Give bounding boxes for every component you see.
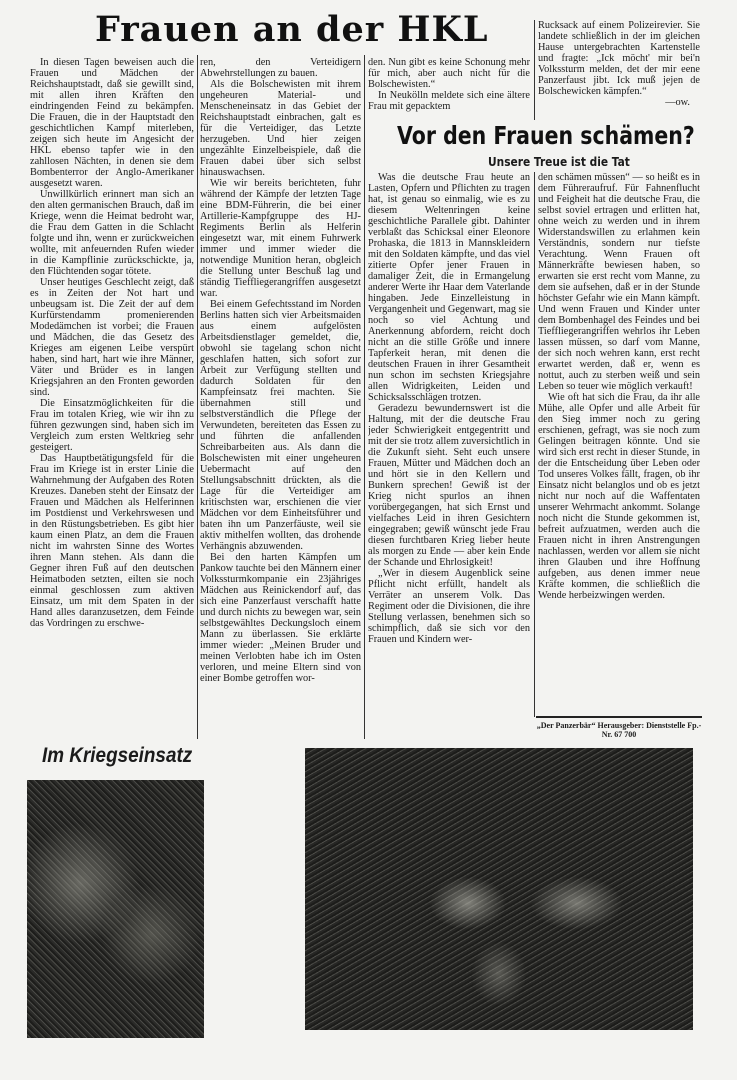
photo-woman-with-panzerfaust (27, 780, 204, 1038)
photo-women-serving-soldiers (305, 748, 693, 1030)
paragraph: In diesen Tagen beweisen auch die Frauen und Mädchen der Reichshauptstadt, daß sie gewillt sind, mit allen ihren Kräften den eindringenden Feind zu bekämpfen. Die Frauen, die in der Hauptstadt den geschichtlichen Kampf miterleben, zeigen sich heute im Angesicht der HKL ebenso tapfer wie in den zahllosen Nächten, in denen sie dem Bombenterror der Anglo-Amerikaner ausgesetzt waren. (30, 57, 194, 189)
paragraph: Unser heutiges Geschlecht zeigt, daß es in Zeiten der Not hart und unbeugsam ist. Die Zeit der auf dem Kurfürstendamm promenierenden Modedämchen ist vorbei; die Frauen und Mädchen, die das Gesetz des Krieges am eigenen Leibe verspürt haben, sind hart, hart wie ihre Männer, Väter und Brüder es in langen Kriegsjahren an den Fronten geworden sind. (30, 277, 194, 398)
article2-subheadline: Unsere Treue ist die Tat (488, 154, 630, 169)
paragraph: den. Nun gibt es keine Schonung mehr für mich, aber auch nicht für die Bolschewisten.“ (368, 57, 530, 90)
article1-column-4 (538, 20, 700, 120)
article1-column-1 (30, 57, 194, 741)
article2-column-2 (538, 172, 700, 714)
paragraph: den schämen müssen“ — so heißt es in dem Führeraufruf. Für Fahnenflucht und Feigheit hat die deutsche Frau, die selbst soviel ertragen und erlitten hat, ohne weich zu werden und in ihrem Widerstandswillen zu erlahmen kein Verständnis, sondern nur tiefste Verachtung. Wenn Frauen oft Männerkräfte bewiesen haben, so erwarten sie erst recht vom Manne, zu dem sie aufsehen, daß er in der Stunde höchster Gefahr wie ein Mann kämpft. Und wenn Frauen und Kinder unter dem Bombenhagel des Feindes und bei Tieffliegerangriffen wehrlos ihr Leben lassen müssen, so darf vom Manne, der sich noch wehren kann, erst recht erwartet werden, daß er, wenn es nottut, auch zu sterben weiß und sein Leben so teuer wie möglich verkauft! (538, 172, 700, 392)
paragraph: „Wer in diesem Augenblick seine Pflicht nicht erfüllt, handelt als Verräter an unserem Volk. Das Regiment oder die Divisionen, die ihre Stellung verlassen, benehmen sich so schimpflich, daß sie sich vor den Frauen und Kindern wer- (368, 568, 530, 645)
imprint: „Der Panzerbär“ Herausgeber: Dienststelle Fp.-Nr. 67 700 (536, 721, 702, 739)
column-divider (197, 55, 198, 739)
article2-column-1 (368, 172, 530, 732)
article1-column-3 (368, 57, 530, 117)
paragraph: Geradezu bewundernswert ist die Haltung, mit der die deutsche Frau jeder Schwierigkeit entgegentritt und mit der sie trotz allem zuversichtlich in die Zukunft sieht. Seht euch unsere Frauen, Mütter und Mädchen doch an und hört sie in den Kellern und Bunkern sprechen! Gewiß ist der Krieg nicht spurlos an ihnen vorübergegangen, hat sich Ernst und vielfaches Leid in ihren Gesichtern eingegraben; gewiß wünscht jede Frau diesen furchtbaren Krieg lieber heute als morgen zu Ende — aber kein Ende der Schande und Ehrlosigkeit! (368, 403, 530, 568)
article1-column-2 (200, 57, 361, 741)
paragraph: Bei den harten Kämpfen um Pankow tauchte bei den Männern einer Volkssturmkompanie ein 23jähriges Mädchen aus Reinickendorf auf, das sich eine Panzerfaust verschafft hatte und durch nichts zu bewegen war, sein selbstgewähltes Deckungsloch einem Mann zu überlassen. Sie erklärte immer wieder: „Meinen Bruder und meinen Verlobten habe ich im Osten verloren, und meine Eltern sind von einer Bombe getroffen wor- (200, 552, 361, 684)
column-divider (534, 172, 535, 717)
paragraph: Als die Bolschewisten mit ihrem ungeheuren Material- und Menscheneinsatz in das Gebiet der Reichshauptstadt einbrachen, galt es für die Verteidiger, das Letzte herzugeben. Und hier zeigen ungezählte Einzelbeispiele, daß die Frauen dabei über sich selbst hinauswachsen. (200, 79, 361, 178)
column-divider (534, 20, 535, 120)
author-signature: —ow. (665, 97, 690, 108)
imprint-divider (536, 716, 702, 718)
paragraph: Wie oft hat sich die Frau, da ihr alle Mühe, alle Opfer und alle Arbeit für den Sieg immer noch zu gering erschienen, gefragt, was sie noch zum Gelingen beitragen könnte. Und sie wird sich erst recht in dieser Stunde, in der die Entscheidung über Leben oder Tod unseres Volkes fällt, fragen, ob ihr Einsatz nicht belanglos und ob es jetzt nicht nur noch auf die Waffentaten unserer Wehrmacht ankommt. Solange noch nicht die Stunde gekommen ist, befreit aufzuatmen, werden auch die Frauen nicht in ihren Anstrengungen nachlassen, werden vor allem sie nicht ihren Glauben und ihre Hoffnung aufgeben, aus denen immer neue Kräfte kommen, die schließlich die Wende herbeizwingen werden. (538, 392, 700, 601)
paragraph: Wie wir bereits berichteten, fuhr während der Kämpfe der letzten Tage eine BDM-Führerin, die bei einer Artillerie-Kampfgruppe des HJ-Regiments Berlin als Helferin eingesetzt war, mit einem Fuhrwerk immer und immer wieder die notwendige Munition heran, obgleich die Stellung unter Beschuß lag und ständig Tieffliegerangriffen ausgesetzt war. (200, 178, 361, 299)
paragraph: In Neukölln meldete sich eine ältere Frau mit gepacktem (368, 90, 530, 112)
paragraph: Die Einsatzmöglichkeiten für die Frau im totalen Krieg, wie wir ihn zu führen gezwungen sind, haben sich im Vergleich zum ersten Weltkrieg sehr gesteigert. (30, 398, 194, 453)
paragraph: Unwillkürlich erinnert man sich an den alten germanischen Brauch, daß im Kriege, wenn die Heimat bedroht war, die Frau dem Gatten in die Schlacht folgte und ihn, wenn er zurückweichen wollte, mit anfeuernden Rufen wieder in die Kampflinie zurückschickte, ja, den Flüchtenden sogar tötete. (30, 189, 194, 277)
paragraph: Rucksack auf einem Polizeirevier. Sie landete schließlich in der im gleichen Hause untergebrachten Kartenstelle und fragte: „Ick möcht' mir bei'n Volkssturm melden, det der mir eene Panzerfaust jibt. Ick muß jejen de Bolschewicken kämpfen.“ (538, 20, 700, 97)
article-headline: Frauen an der HKL (95, 9, 489, 50)
paragraph: ren, den Verteidigern Abwehrstellungen zu bauen. (200, 57, 361, 79)
paragraph: Was die deutsche Frau heute an Lasten, Opfern und Pflichten zu tragen hat, ist genau so einmalig, wie es zu diesem Weltenringen keine geschichtliche Parallele gibt. Dahinter verblaßt das Schicksal einer Eleonore Prohaska, die 1813 in Mannskleidern mit den Soldaten kämpfte, und das viel zitierte Opfer jener Frauen in damaliger Zeit, die in Ermangelung anderer Werte ihr Haar dem Vaterlande hingaben. Jede Einzelleistung in Vergangenheit und Gegenwart, mag sie noch so viel Achtung und Anerkennung abfordern, reicht doch nicht an die stille Größe und innere Tapferkeit heran, mit denen die deutschen Frauen in ihrer Gesamtheit nun schon im sechsten Kriegsjahre allen Widrigkeiten, Leiden und Schicksalsschlägen trotzen. (368, 172, 530, 403)
photo-section-headline: Im Kriegseinsatz (42, 744, 193, 767)
column-divider (364, 55, 365, 739)
paragraph: Bei einem Gefechtsstand im Norden Berlins hatten sich vier Arbeitsmaiden aus einem aufgelösten Arbeitsdienstlager gemeldet, die, obwohl sie tagelang schon nicht geschlafen hatten, sich sofort zur Arbeit zur Verfügung stellten und dadurch Soldaten für den Kampfeinsatz frei machten. Sie übernahmen still und selbstverständlich die Pflege der Verwundeten, bereiteten das Essen zu und führten die anfallenden Schreibarbeiten aus. Als dann die Bolschewisten mit einer ungeheuren Uebermacht auf den Stellungsabschnitt drückten, als die Lage für die Verteidiger am kritischsten war, erschienen die vier Mädchen vor dem Einheitsführer und baten ihn um Panzerfäuste, weil sie aktiv mithelfen wollten, das drohende Verhängnis abzuwenden. (200, 299, 361, 552)
paragraph: Das Hauptbetätigungsfeld für die Frau im Kriege ist in erster Linie die Wahrnehmung der Aufgaben des Roten Kreuzes. Daneben steht der Einsatz der Frauen und Mädchen als Helferinnen im Postdienst und Verkehrswesen und in den Rüstungsbetrieben. Es gibt hier kaum einen Platz, an dem die Frauen nicht im wahrsten Sinne des Wortes ihren Mann stehen. Als dann die Gegner ihren Fuß auf den deutschen Heimatboden setzten, eilten sie noch einmal geschlossen zum aktiven Einsatz, um mit dem Spaten in der Hand alles daranzusetzen, dem Feinde das Vordringen zu erschwe- (30, 453, 194, 629)
article2-headline: Vor den Frauen schämen? (397, 121, 695, 150)
